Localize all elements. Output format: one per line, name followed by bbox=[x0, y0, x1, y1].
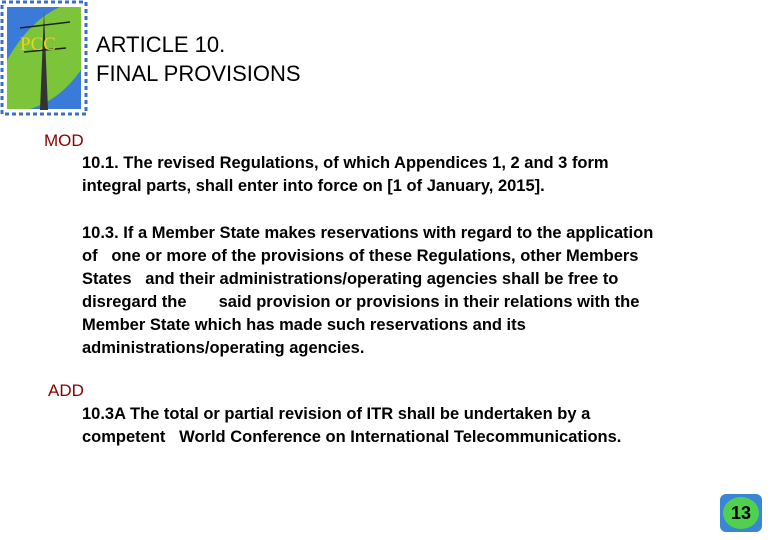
pcc-logo-graphic bbox=[0, 0, 88, 116]
logo-text: PCC bbox=[20, 34, 56, 55]
article-10-1-paragraph bbox=[82, 152, 609, 198]
mod-label: MOD bbox=[44, 131, 84, 150]
text-line: competent World Conference on International Telecommunications. bbox=[82, 428, 622, 446]
text-line: disregard the said provision or provisions in their relations with the bbox=[82, 293, 640, 311]
text-line: 10.3A The total or partial revision of ITR shall be undertaken by a bbox=[82, 405, 591, 423]
add-label: ADD bbox=[48, 381, 84, 400]
title-line-2: FINAL PROVISIONS bbox=[96, 61, 301, 86]
page-title bbox=[96, 30, 301, 88]
text-line: 10.3. If a Member State makes reservations with regard to the application bbox=[82, 224, 654, 242]
text-line: 10.1. The revised Regulations, of which Appendices 1, 2 and 3 form bbox=[82, 154, 609, 172]
title-line-1: ARTICLE 10. bbox=[96, 32, 226, 57]
text-line: administrations/operating agencies. bbox=[82, 339, 365, 357]
text-line: of one or more of the provisions of these Regulations, other Members bbox=[82, 247, 639, 265]
text-line: States and their administrations/operating agencies shall be free to bbox=[82, 270, 619, 288]
pcc-logo bbox=[0, 0, 88, 116]
text-line: integral parts, shall enter into force on [1 of January, 2015]. bbox=[82, 177, 545, 195]
page-number: 13 bbox=[723, 497, 759, 529]
text-line: Member State which has made such reservations and its bbox=[82, 316, 526, 334]
page-number-badge bbox=[720, 494, 762, 532]
article-10-3-paragraph bbox=[82, 222, 653, 360]
article-10-3a-paragraph bbox=[82, 403, 621, 449]
